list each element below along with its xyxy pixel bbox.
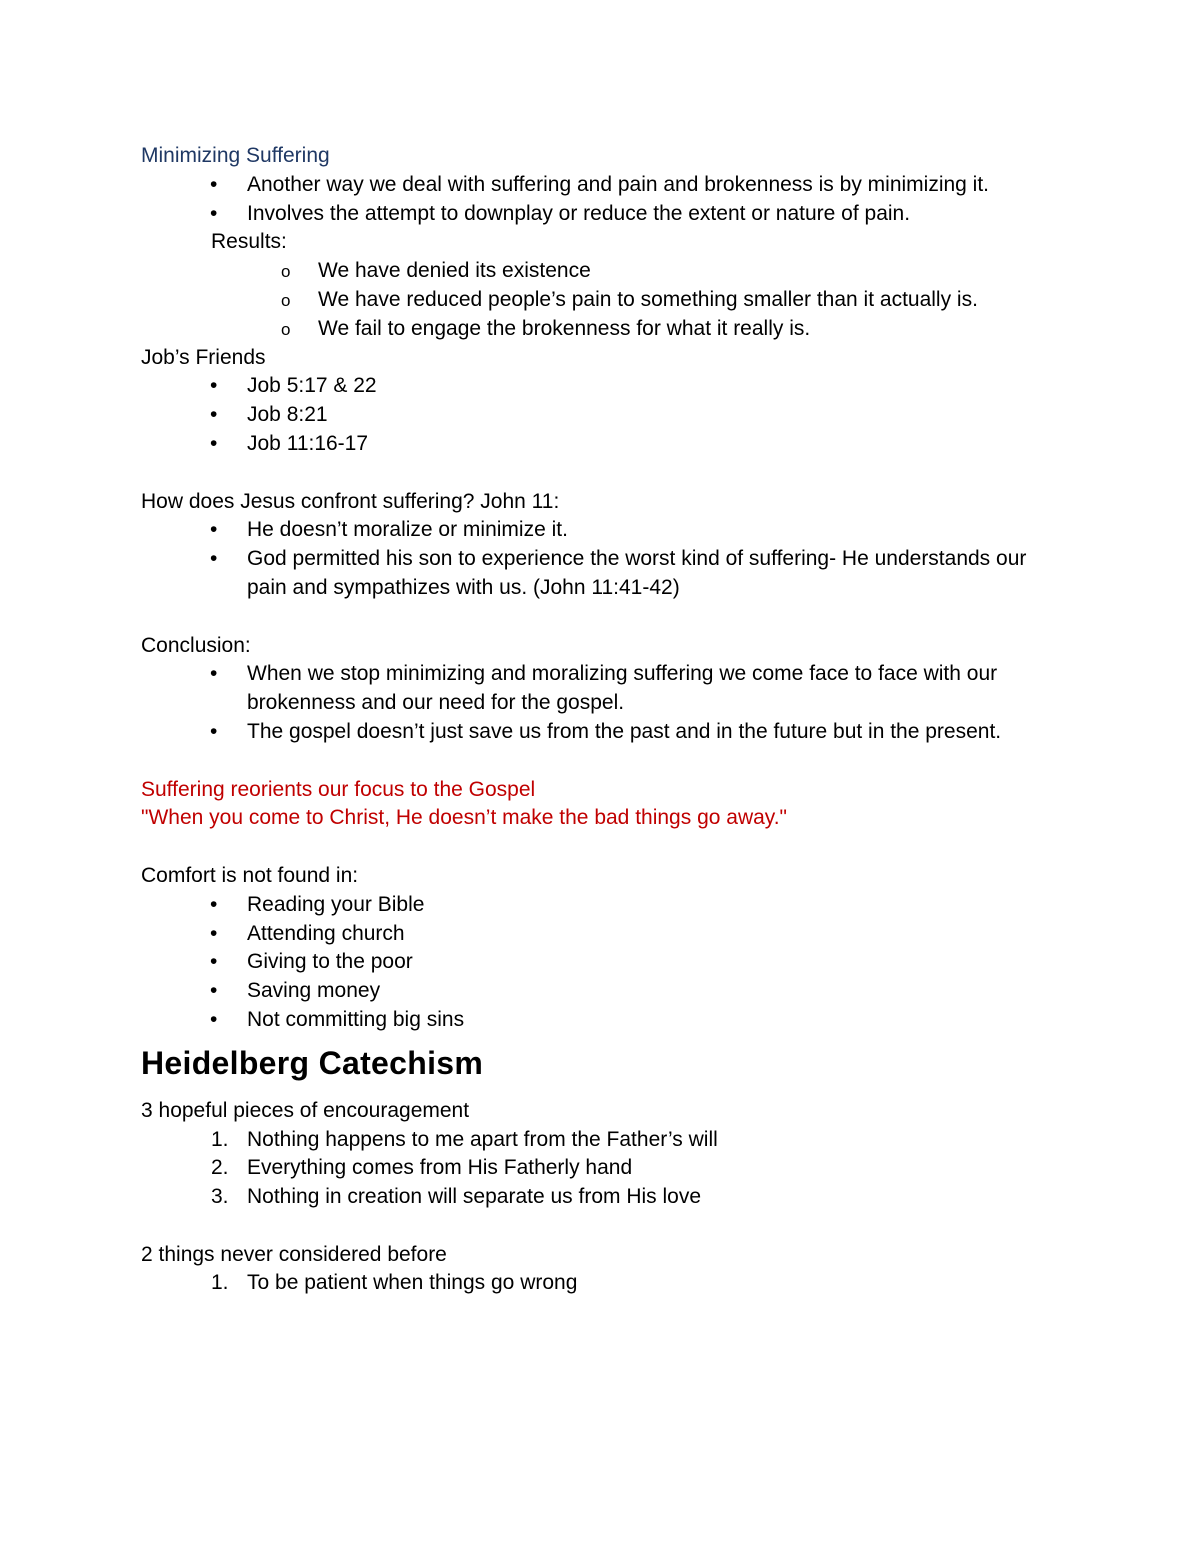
- bullet-marker: •: [210, 547, 218, 571]
- spacer: [141, 603, 1071, 632]
- results-list: [141, 257, 1071, 343]
- list-item-text: Involves the attempt to downplay or reduce the extent or nature of pain.: [247, 201, 911, 225]
- list-item: [141, 1126, 1071, 1155]
- list-item-text: Another way we deal with suffering and pain and brokenness is by minimizing it.: [247, 172, 990, 196]
- list-item-text: The gospel doesn’t just save us from the past and in the future but in the present.: [247, 719, 1002, 743]
- conclusion-title: Conclusion:: [141, 633, 251, 657]
- list-item: [141, 891, 1071, 920]
- bullet-marker: •: [210, 921, 218, 945]
- bullet-marker: •: [210, 374, 218, 398]
- bullet-marker: •: [210, 518, 218, 542]
- list-item: [141, 1269, 1071, 1298]
- conclusion-list: [141, 660, 1071, 746]
- bullet-marker: •: [210, 662, 218, 686]
- jesus-list: [141, 516, 1071, 602]
- list-item: [141, 257, 1071, 286]
- list-item-text: We fail to engage the brokenness for what it really is.: [318, 316, 811, 340]
- list-item-text: Not committing big sins: [247, 1007, 465, 1031]
- list-item: [141, 430, 1071, 459]
- list-item: [141, 200, 1071, 229]
- list-item: [141, 948, 1071, 977]
- list-item: [141, 545, 1071, 603]
- list-item: [141, 920, 1071, 949]
- bullet-marker: •: [210, 201, 218, 225]
- list-item: [141, 1154, 1071, 1183]
- list-item: [141, 1006, 1071, 1035]
- results-label: Results:: [211, 230, 287, 254]
- comfort-list: [141, 891, 1071, 1035]
- list-item: [141, 286, 1071, 315]
- number-marker: 3.: [211, 1185, 229, 1209]
- highlight-line-1: Suffering reorients our focus to the Gospel: [141, 777, 536, 801]
- list-item-text: We have reduced people’s pain to something smaller than it actually is.: [318, 287, 978, 311]
- list-item: [141, 401, 1071, 430]
- list-item-text: Saving money: [247, 979, 381, 1003]
- list-item: [141, 977, 1071, 1006]
- jobs-friends-list: [141, 372, 1071, 458]
- list-item-text: Nothing happens to me apart from the Father’s will: [247, 1127, 718, 1151]
- list-item: [141, 315, 1071, 344]
- encouragement-title: 3 hopeful pieces of encouragement: [141, 1098, 470, 1122]
- list-item-text: Job 5:17 & 22: [247, 374, 377, 398]
- number-marker: 1.: [211, 1127, 229, 1151]
- spacer: [141, 747, 1071, 776]
- number-marker: 2.: [211, 1156, 229, 1180]
- spacer: [141, 1212, 1071, 1241]
- minimizing-bullet-list: [141, 171, 1071, 229]
- comfort-title: Comfort is not found in:: [141, 863, 359, 887]
- bullet-marker: •: [210, 892, 218, 916]
- spacer: [141, 459, 1071, 488]
- number-marker: 1.: [211, 1271, 229, 1295]
- sub-bullet-marker: o: [281, 262, 291, 282]
- list-item-text: He doesn’t moralize or minimize it.: [247, 518, 568, 542]
- list-item-text: We have denied its existence: [318, 259, 591, 283]
- list-item-text: Nothing in creation will separate us from His love: [247, 1185, 702, 1209]
- list-item: [141, 171, 1071, 200]
- bullet-marker: •: [210, 403, 218, 427]
- list-item: [141, 718, 1071, 747]
- list-item-text: Job 11:16-17: [247, 431, 369, 455]
- bullet-marker: •: [210, 950, 218, 974]
- bullet-marker: •: [210, 1007, 218, 1031]
- bullet-marker: •: [210, 431, 218, 455]
- encouragement-list: [141, 1126, 1071, 1212]
- never-considered-list: [141, 1269, 1071, 1298]
- bullet-marker: •: [210, 979, 218, 1003]
- bullet-marker: •: [210, 172, 218, 196]
- spacer: [141, 833, 1071, 862]
- list-item-text: Reading your Bible: [247, 892, 425, 916]
- document-content: [141, 142, 1071, 1298]
- list-item: [141, 660, 1071, 718]
- jesus-question: How does Jesus confront suffering? John 11:: [141, 489, 560, 513]
- jobs-friends-title: Job’s Friends: [141, 345, 266, 369]
- list-item: [141, 516, 1071, 545]
- heidelberg-heading: Heidelberg Catechism: [141, 1044, 484, 1081]
- list-item-text: Attending church: [247, 921, 405, 945]
- list-item: [141, 372, 1071, 401]
- list-item-text: To be patient when things go wrong: [247, 1271, 578, 1295]
- list-item: [141, 1183, 1071, 1212]
- sub-bullet-marker: o: [281, 319, 291, 339]
- bullet-marker: •: [210, 719, 218, 743]
- list-item-text: Giving to the poor: [247, 950, 413, 974]
- list-item-text: When we stop minimizing and moralizing suffering we come face to face with our brokenness and our need for the gospel.: [247, 662, 998, 715]
- sub-bullet-marker: o: [281, 290, 291, 310]
- never-considered-title: 2 things never considered before: [141, 1242, 447, 1266]
- list-item-text: Job 8:21: [247, 403, 328, 427]
- list-item-text: Everything comes from His Fatherly hand: [247, 1156, 633, 1180]
- highlight-quote: "When you come to Christ, He doesn’t make the bad things go away.": [141, 806, 788, 830]
- section-title-minimizing: Minimizing Suffering: [141, 144, 330, 167]
- list-item-text: God permitted his son to experience the worst kind of suffering- He understands our pain and sympathizes with us. (John 11:41-42): [247, 547, 1027, 599]
